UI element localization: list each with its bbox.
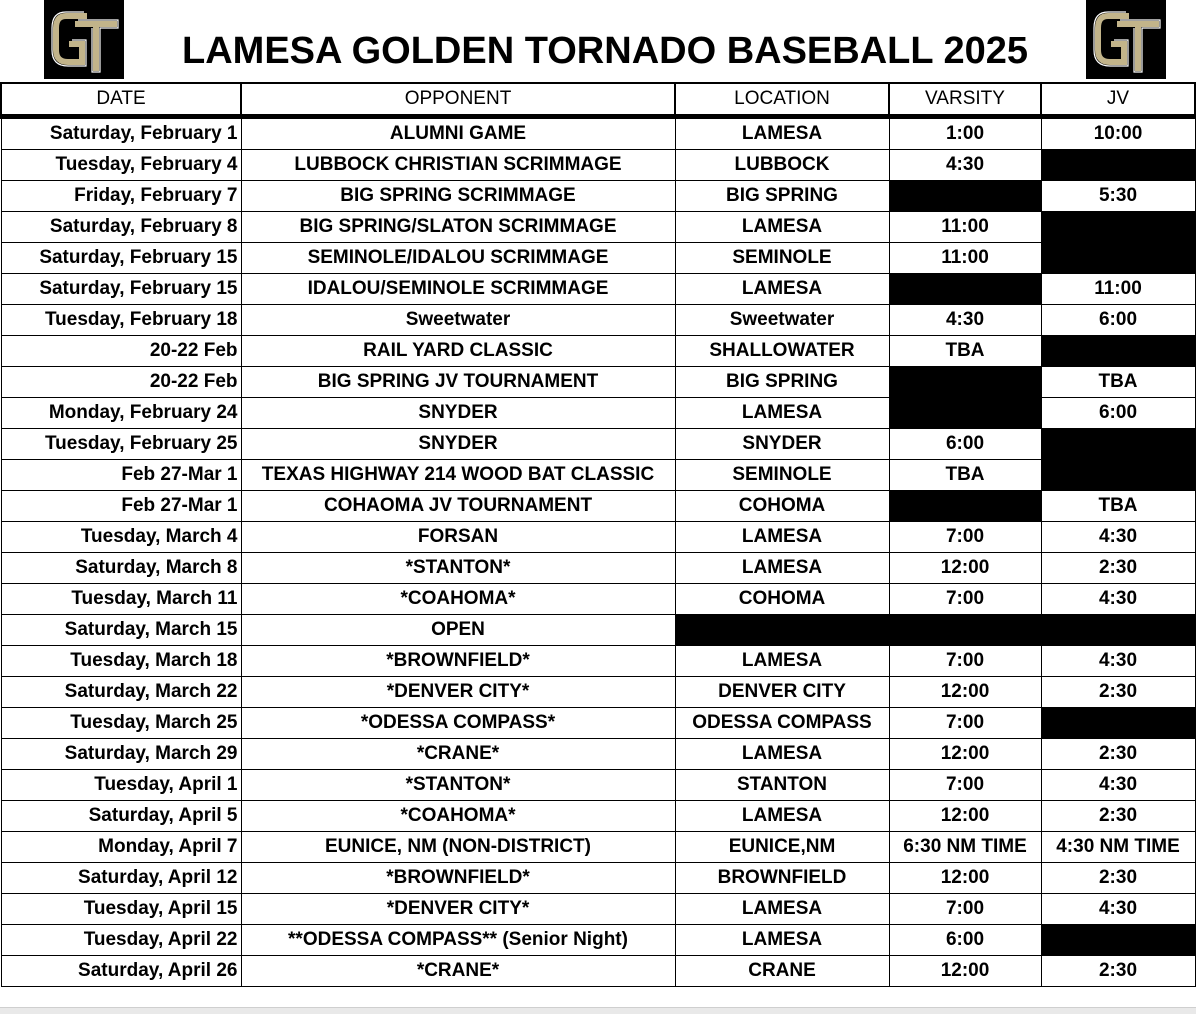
table-row: [1, 460, 1195, 491]
cell-blackout: [889, 274, 1041, 305]
cell-date: Saturday, February 15: [1, 274, 241, 305]
cell-date: Saturday, March 22: [1, 677, 241, 708]
cell-location: CRANE: [675, 956, 889, 987]
cell-jv: 2:30: [1041, 956, 1195, 987]
cell-opponent: *CRANE*: [241, 739, 675, 770]
cell-blackout: [1041, 460, 1195, 491]
cell-blackout: [1041, 336, 1195, 367]
cell-date: Tuesday, February 25: [1, 429, 241, 460]
cell-location: BIG SPRING: [675, 367, 889, 398]
cell-blackout: [1041, 429, 1195, 460]
cell-opponent: *STANTON*: [241, 553, 675, 584]
cell-location: LAMESA: [675, 522, 889, 553]
cell-jv: 4:30 NM TIME: [1041, 832, 1195, 863]
cell-jv: TBA: [1041, 491, 1195, 522]
cell-opponent: FORSAN: [241, 522, 675, 553]
cell-varsity: 4:30: [889, 305, 1041, 336]
cell-date: Tuesday, March 4: [1, 522, 241, 553]
cell-varsity: 12:00: [889, 553, 1041, 584]
cell-varsity: 11:00: [889, 212, 1041, 243]
cell-date: Saturday, April 5: [1, 801, 241, 832]
table-row: [1, 150, 1195, 181]
table-row: [1, 398, 1195, 429]
cell-location: STANTON: [675, 770, 889, 801]
cell-varsity: TBA: [889, 460, 1041, 491]
cell-jv: 6:00: [1041, 398, 1195, 429]
cell-blackout: [889, 398, 1041, 429]
cell-opponent: BIG SPRING SCRIMMAGE: [241, 181, 675, 212]
cell-opponent: *STANTON*: [241, 770, 675, 801]
cell-varsity: TBA: [889, 336, 1041, 367]
table-row: [1, 770, 1195, 801]
cell-varsity: 12:00: [889, 739, 1041, 770]
cell-jv: 2:30: [1041, 553, 1195, 584]
cell-date: Saturday, April 12: [1, 863, 241, 894]
cell-location: LAMESA: [675, 646, 889, 677]
cell-date: Monday, February 24: [1, 398, 241, 429]
cell-varsity: 6:00: [889, 429, 1041, 460]
cell-varsity: 7:00: [889, 522, 1041, 553]
table-row: [1, 615, 1195, 646]
cell-opponent: *COAHOMA*: [241, 584, 675, 615]
cell-date: Tuesday, April 1: [1, 770, 241, 801]
cell-blackout: [1041, 243, 1195, 274]
cell-blackout: [889, 367, 1041, 398]
column-header-date: DATE: [1, 83, 241, 117]
cell-opponent: LUBBOCK CHRISTIAN SCRIMMAGE: [241, 150, 675, 181]
cell-blackout: [889, 181, 1041, 212]
table-row: [1, 367, 1195, 398]
table-row: [1, 336, 1195, 367]
table-row: [1, 491, 1195, 522]
cell-opponent: BIG SPRING JV TOURNAMENT: [241, 367, 675, 398]
cell-opponent: IDALOU/SEMINOLE SCRIMMAGE: [241, 274, 675, 305]
table-row: [1, 739, 1195, 770]
cell-location: BROWNFIELD: [675, 863, 889, 894]
cell-date: Feb 27-Mar 1: [1, 460, 241, 491]
cell-opponent: EUNICE, NM (NON-DISTRICT): [241, 832, 675, 863]
cell-location: SEMINOLE: [675, 243, 889, 274]
cell-opponent: *COAHOMA*: [241, 801, 675, 832]
table-row: [1, 553, 1195, 584]
cell-location: BIG SPRING: [675, 181, 889, 212]
cell-opponent: SNYDER: [241, 398, 675, 429]
table-row: [1, 243, 1195, 274]
cell-varsity: 6:00: [889, 925, 1041, 956]
cell-opponent: *BROWNFIELD*: [241, 863, 675, 894]
cell-location: ODESSA COMPASS: [675, 708, 889, 739]
cell-date: Saturday, March 15: [1, 615, 241, 646]
cell-location: LAMESA: [675, 117, 889, 150]
table-row: [1, 181, 1195, 212]
cell-jv: 2:30: [1041, 863, 1195, 894]
cell-location: LAMESA: [675, 925, 889, 956]
cell-varsity: 7:00: [889, 584, 1041, 615]
gt-logo-right: [1086, 0, 1166, 79]
cell-date: 20-22 Feb: [1, 336, 241, 367]
table-row: [1, 522, 1195, 553]
cell-jv: 5:30: [1041, 181, 1195, 212]
cell-varsity: 7:00: [889, 770, 1041, 801]
cell-opponent: SNYDER: [241, 429, 675, 460]
cell-location: COHOMA: [675, 584, 889, 615]
cell-date: Tuesday, March 25: [1, 708, 241, 739]
cell-jv: 2:30: [1041, 677, 1195, 708]
table-row: [1, 863, 1195, 894]
cell-opponent: *BROWNFIELD*: [241, 646, 675, 677]
cell-location: LAMESA: [675, 894, 889, 925]
cell-date: Tuesday, March 11: [1, 584, 241, 615]
cell-varsity: 12:00: [889, 677, 1041, 708]
cell-location: LAMESA: [675, 553, 889, 584]
table-row: [1, 646, 1195, 677]
cell-opponent: **ODESSA COMPASS** (Senior Night): [241, 925, 675, 956]
cell-jv: 2:30: [1041, 801, 1195, 832]
gt-logo-icon: [1086, 0, 1166, 79]
cell-jv: TBA: [1041, 367, 1195, 398]
cell-date: Saturday, April 26: [1, 956, 241, 987]
cell-varsity: 4:30: [889, 150, 1041, 181]
schedule-table: [0, 82, 1196, 987]
cell-location: EUNICE,NM: [675, 832, 889, 863]
cell-date: Tuesday, April 15: [1, 894, 241, 925]
cell-date: Tuesday, April 22: [1, 925, 241, 956]
column-header-jv: JV: [1041, 83, 1195, 117]
table-row: [1, 956, 1195, 987]
cell-opponent: *ODESSA COMPASS*: [241, 708, 675, 739]
cell-blackout: [1041, 925, 1195, 956]
cell-opponent: OPEN: [241, 615, 675, 646]
cell-opponent: BIG SPRING/SLATON SCRIMMAGE: [241, 212, 675, 243]
cell-location: COHOMA: [675, 491, 889, 522]
table-row: [1, 677, 1195, 708]
table-row: [1, 305, 1195, 336]
table-row: [1, 925, 1195, 956]
cell-blackout: [1041, 212, 1195, 243]
cell-location: LAMESA: [675, 739, 889, 770]
cell-date: Tuesday, February 4: [1, 150, 241, 181]
column-header-opponent: OPPONENT: [241, 83, 675, 117]
table-row: [1, 832, 1195, 863]
cell-date: Feb 27-Mar 1: [1, 491, 241, 522]
gt-logo-left: [44, 0, 124, 79]
cell-jv: 2:30: [1041, 739, 1195, 770]
header-row: [1, 83, 1195, 117]
cell-jv: 11:00: [1041, 274, 1195, 305]
cell-date: Tuesday, February 18: [1, 305, 241, 336]
cell-location: LAMESA: [675, 212, 889, 243]
cell-opponent: *DENVER CITY*: [241, 894, 675, 925]
table-row: [1, 894, 1195, 925]
cell-location: DENVER CITY: [675, 677, 889, 708]
table-row: [1, 274, 1195, 305]
cell-varsity: 6:30 NM TIME: [889, 832, 1041, 863]
cell-opponent: *CRANE*: [241, 956, 675, 987]
page-title: LAMESA GOLDEN TORNADO BASEBALL 2025: [182, 30, 1028, 72]
column-header-location: LOCATION: [675, 83, 889, 117]
cell-location: LAMESA: [675, 801, 889, 832]
cell-jv: 4:30: [1041, 646, 1195, 677]
cell-opponent: Sweetwater: [241, 305, 675, 336]
cell-jv: 4:30: [1041, 894, 1195, 925]
cell-blackout: [1041, 708, 1195, 739]
cell-location: LUBBOCK: [675, 150, 889, 181]
schedule-body: [1, 117, 1195, 987]
cell-date: Saturday, February 8: [1, 212, 241, 243]
cell-varsity: 1:00: [889, 117, 1041, 150]
cell-jv: 4:30: [1041, 522, 1195, 553]
cell-jv: 10:00: [1041, 117, 1195, 150]
cell-date: 20-22 Feb: [1, 367, 241, 398]
cell-varsity: 12:00: [889, 863, 1041, 894]
cell-location: SEMINOLE: [675, 460, 889, 491]
cell-opponent: COHAOMA JV TOURNAMENT: [241, 491, 675, 522]
cell-blackout: [889, 491, 1041, 522]
cell-jv: 4:30: [1041, 770, 1195, 801]
cell-varsity: 7:00: [889, 894, 1041, 925]
cell-jv: 4:30: [1041, 584, 1195, 615]
cell-date: Saturday, March 29: [1, 739, 241, 770]
table-row: [1, 708, 1195, 739]
cell-opponent: TEXAS HIGHWAY 214 WOOD BAT CLASSIC: [241, 460, 675, 491]
table-row: [1, 584, 1195, 615]
gt-logo-icon: [44, 0, 124, 79]
cell-varsity: 7:00: [889, 646, 1041, 677]
cell-date: Saturday, February 15: [1, 243, 241, 274]
cell-blackout: [1041, 150, 1195, 181]
cell-location: LAMESA: [675, 274, 889, 305]
cell-varsity: 12:00: [889, 801, 1041, 832]
cell-varsity: 7:00: [889, 708, 1041, 739]
cell-date: Friday, February 7: [1, 181, 241, 212]
cell-date: Saturday, February 1: [1, 117, 241, 150]
cell-location: LAMESA: [675, 398, 889, 429]
cell-opponent: ALUMNI GAME: [241, 117, 675, 150]
table-row: [1, 117, 1195, 150]
cell-blackout: [675, 615, 1195, 646]
horizontal-scrollbar[interactable]: [0, 1007, 1196, 1014]
cell-location: SNYDER: [675, 429, 889, 460]
cell-location: SHALLOWATER: [675, 336, 889, 367]
table-row: [1, 801, 1195, 832]
cell-varsity: 12:00: [889, 956, 1041, 987]
cell-opponent: SEMINOLE/IDALOU SCRIMMAGE: [241, 243, 675, 274]
cell-location: Sweetwater: [675, 305, 889, 336]
table-row: [1, 429, 1195, 460]
cell-date: Tuesday, March 18: [1, 646, 241, 677]
cell-date: Monday, April 7: [1, 832, 241, 863]
cell-date: Saturday, March 8: [1, 553, 241, 584]
table-row: [1, 212, 1195, 243]
column-header-varsity: VARSITY: [889, 83, 1041, 117]
cell-opponent: *DENVER CITY*: [241, 677, 675, 708]
cell-varsity: 11:00: [889, 243, 1041, 274]
cell-jv: 6:00: [1041, 305, 1195, 336]
cell-opponent: RAIL YARD CLASSIC: [241, 336, 675, 367]
